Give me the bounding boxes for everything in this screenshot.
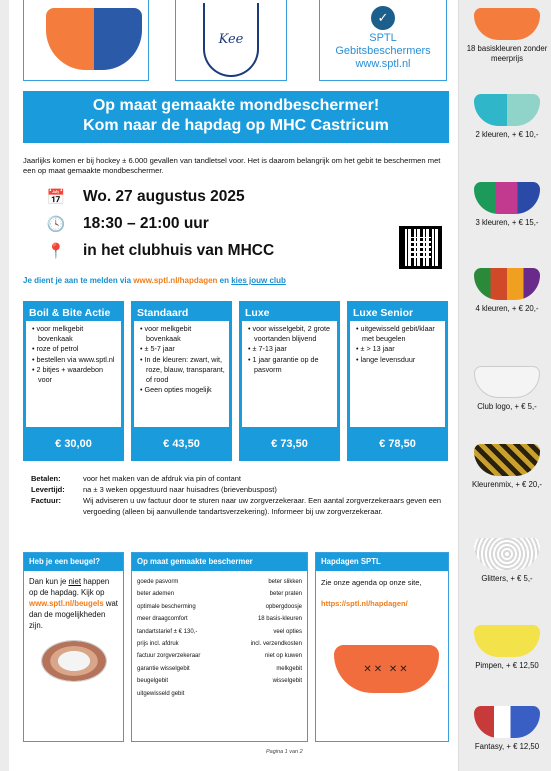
intro-text: Jaarlijks komen er bij hockey ± 6.000 gevallen van tandletsel voor. Het is daarom belangrijk om het gebit te beschermen met een op maat gemaakte mondbeschermer. [23, 156, 441, 175]
option-color-mix: Kleurenmix, + € 20,- [463, 444, 551, 490]
card-item: • ± 5-7 jaar [140, 344, 175, 354]
mouthguard-logo-icon [474, 366, 540, 398]
card-body [350, 321, 445, 427]
card-title: Boil & Bite Actie [29, 307, 111, 319]
list-item: tandartstarief ± € 130,- [137, 628, 198, 635]
list-item: goede pasvorm [137, 579, 179, 585]
event-location-row [43, 242, 274, 260]
hapdagen-link[interactable]: https://sptl.nl/hapdagen/ [321, 599, 408, 608]
event-date-row [43, 188, 245, 206]
signup-url-link[interactable]: www.sptl.nl/hapdagen [133, 276, 218, 285]
beugel-box [23, 552, 124, 742]
list-item: wisselgebit [272, 678, 302, 685]
card-item: • In de kleuren: zwart, wit, roze, blauw, transparant, of rood [140, 354, 225, 385]
detail-row-invoice: Factuur: Wij adviseren u uw factuur door te sturen naar uw zorgverzekeraar. Een aantal zorgverzekeraars geven een vergoeding (alleen bij aanvullende tandartsverzekering). Informeer bij uw zorgverzekeraar. [31, 496, 442, 516]
product-card-boil-bite [23, 301, 124, 461]
card-item: • voor wisselgebit, 2 grote voortanden blijvend [248, 324, 331, 344]
list-item: optimale bescherming [137, 603, 196, 610]
mouthguard-fantasy-icon [474, 706, 540, 738]
option-2-colors: 2 kleuren, + € 10,- [463, 94, 551, 140]
benefits-box [131, 552, 308, 742]
card-item: • roze of petrol [32, 344, 79, 354]
list-item: 18 basis-kleuren [257, 616, 302, 623]
option-fantasy: Fantasy, + € 12,50 [463, 706, 551, 752]
detail-row-payment: Betalen: voor het maken van de afdruk via pin of contant [31, 474, 242, 483]
list-item: garantie wisselgebit [137, 665, 190, 672]
card-item: • voor melkgebit bovenkaak [140, 324, 192, 344]
list-item: factuur zorgverzekeraar [137, 653, 201, 660]
card-price: € 30,00 [55, 438, 92, 450]
beugel-text: Dan kun je niet happen op de hapdag. Kijk op www.sptl.nl/beugels wat dan de mogelijkheden zijn. [29, 577, 118, 630]
card-item: • uitgewisseld gebit/klaar met beugelen [356, 324, 435, 344]
hockey-mouthguard-image: ✕✕ ✕✕ [334, 645, 439, 693]
card-price: € 73,50 [271, 438, 308, 450]
banner-line2: Kom naar de hapdag op MHC Castricum [83, 117, 389, 134]
hapdagen-text: Zie onze agenda op onze site, https://sptl.nl/hapdagen/ [316, 571, 448, 615]
club-shield-icon [203, 3, 259, 77]
card-item: • 1 jaar garantie op de pasvorm [248, 354, 319, 374]
sptl-name: SPTL [369, 32, 397, 44]
card-price: € 43,50 [163, 438, 200, 450]
card-title: Luxe [245, 307, 270, 319]
mouthguard-photo-box [23, 0, 149, 81]
benefits-title: Op maat gemaakte beschermer [132, 553, 307, 571]
list-item: melkgebit [276, 665, 302, 672]
page-number: Pagina 1 van 2 [266, 749, 303, 755]
option-glitters: Glitters, + € 5,- [463, 538, 551, 584]
option-3-colors: 3 kleuren, + € 15,- [463, 182, 551, 228]
detail-row-delivery: Levertijd: na ± 3 weken opgestuurd naar huisadres (brievenbuspost) [31, 485, 277, 494]
hapdagen-title: Hapdagen SPTL [316, 553, 448, 571]
clock-icon: 🕓 [46, 216, 66, 233]
flyer-page [9, 0, 459, 771]
card-item: • Geen opties mogelijk [140, 385, 212, 395]
sptl-url[interactable]: www.sptl.nl [355, 58, 411, 70]
list-item: veel opties [273, 628, 302, 635]
card-item: • 2 bitjes + waardebon voor [32, 364, 104, 385]
payment-details [31, 473, 451, 517]
choose-club-link[interactable]: kies jouw club [231, 276, 286, 285]
card-title: Luxe Senior [353, 307, 414, 319]
card-body [134, 321, 229, 427]
mouthguard-image [46, 8, 142, 70]
mouthguard-2color-icon [474, 94, 540, 126]
product-card-luxe-senior [347, 301, 448, 461]
list-item [220, 688, 303, 700]
qr-code-icon[interactable] [399, 226, 442, 269]
mouthguard-4color-icon [474, 268, 540, 300]
option-club-logo: Club logo, + € 5,- [463, 366, 551, 412]
event-time-row [43, 215, 209, 233]
location-pin-icon: 📍 [46, 243, 66, 260]
card-body [26, 321, 121, 427]
banner-line1: Op maat gemaakte mondbeschermer! [92, 97, 380, 114]
braces-photo [41, 640, 107, 682]
mouthguard-3color-icon [474, 182, 540, 214]
list-item: incl. verzendkosten [250, 641, 302, 648]
club-logo-box [175, 0, 287, 81]
card-item: • voor melkgebit bovenkaak [32, 324, 84, 344]
card-item: • ± > 13 jaar [356, 344, 395, 354]
list-item: opbergdoosje [265, 603, 302, 610]
product-card-standaard [131, 301, 232, 461]
sptl-logo-box [319, 0, 447, 81]
mouthguard-glitter-icon [474, 538, 540, 570]
list-item: beter ademen [137, 591, 175, 598]
club-monogram: Kee [218, 31, 244, 47]
list-item: beter praten [269, 591, 302, 598]
card-item: • lange levensduur [356, 354, 416, 364]
list-item: beugelgebit [137, 678, 169, 685]
mouthguard-orange-icon [474, 8, 540, 40]
signup-line: Je dient je aan te melden via www.sptl.nl/hapdagen en kies jouw club [23, 276, 286, 285]
card-title: Standaard [137, 307, 189, 319]
event-location: in het clubhuis van MHCC [83, 242, 275, 259]
list-item: uitgewisseld gebit [137, 690, 185, 697]
card-price: € 78,50 [379, 438, 416, 450]
option-basic-colors: 18 basiskleuren zonder meerprijs [463, 8, 551, 64]
main-banner [23, 91, 449, 143]
option-pimpen: Pimpen, + € 12,50 [463, 625, 551, 671]
hapdagen-box [315, 552, 449, 742]
calendar-icon: 📅 [46, 189, 66, 206]
sptl-subtitle: Gebitsbeschermers [335, 45, 431, 57]
event-time: 18:30 – 21:00 uur [83, 215, 209, 232]
mouthguard-mix-icon [474, 444, 540, 476]
list-item: meer draagcomfort [137, 616, 188, 623]
list-item: prijs incl. afdruk [137, 641, 179, 648]
beugels-link[interactable]: www.sptl.nl/beugels [29, 599, 104, 608]
sptl-logo-icon: ✓ [371, 6, 395, 30]
card-item: • bestellen via www.sptl.nl [32, 354, 115, 364]
event-date: Wo. 27 augustus 2025 [83, 188, 245, 205]
option-4-colors: 4 kleuren, + € 20,- [463, 268, 551, 314]
card-item: • ± 7-13 jaar [248, 344, 287, 354]
benefits-list [132, 571, 307, 705]
list-item: niet op kuwen [264, 653, 302, 660]
mouthguard-lips-icon [474, 625, 540, 657]
card-body [242, 321, 337, 427]
list-item: beter slikken [268, 579, 302, 585]
product-card-luxe [239, 301, 340, 461]
beugel-title: Heb je een beugel? [24, 553, 123, 571]
